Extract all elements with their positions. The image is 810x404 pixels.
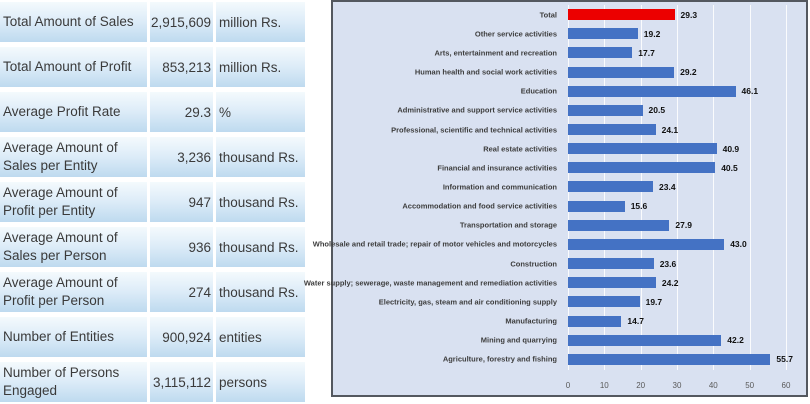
- table-row-value: 3,236: [150, 137, 216, 177]
- table-row-label: Total Amount of Sales: [0, 2, 150, 42]
- chart-category-label: Water supply; sewerage, waste management and remediation activities: [303, 278, 557, 288]
- x-axis: [333, 380, 806, 392]
- chart-bar-zone: [563, 220, 804, 231]
- table-row-unit: thousand Rs.: [219, 149, 299, 165]
- table-row-unit: entities: [219, 329, 262, 345]
- chart-row: [333, 292, 804, 311]
- chart-value-label: 29.3: [680, 9, 698, 20]
- table-row-label: Number of Persons Engaged: [0, 362, 150, 402]
- chart-value-label: 40.9: [722, 143, 740, 154]
- profit-rate-bar-chart: [303, 0, 808, 397]
- table-row-label: Average Amount of Sales per Entity: [0, 137, 150, 177]
- chart-row: [333, 5, 804, 24]
- table-row-label: Average Amount of Profit per Person: [0, 272, 150, 312]
- chart-row: [303, 273, 804, 292]
- chart-category-label: Agriculture, forestry and fishing: [442, 354, 557, 364]
- table-row-label: Average Amount of Sales per Person: [0, 227, 150, 267]
- chart-bar-zone: [563, 47, 804, 58]
- table-row-value: 29.3: [150, 92, 216, 132]
- chart-row: [333, 43, 804, 62]
- table-row-value: 900,924: [150, 317, 216, 357]
- chart-row: [333, 312, 804, 331]
- table-row-label: Average Amount of Profit per Entity: [0, 182, 150, 222]
- table-row-value: 947: [150, 182, 216, 222]
- chart-value-label: 23.4: [659, 181, 676, 192]
- chart-plot-area: [303, 5, 804, 369]
- chart-bar: [568, 143, 717, 154]
- chart-value-label: 55.7: [776, 354, 793, 365]
- chart-bar: [568, 220, 669, 231]
- chart-bar: [568, 354, 770, 365]
- table-row-label: Average Profit Rate: [0, 92, 150, 132]
- chart-category-label: Transportation and storage: [459, 220, 557, 230]
- chart-row: [333, 216, 804, 235]
- chart-row: [312, 235, 804, 254]
- chart-bar-zone: [563, 258, 804, 269]
- x-axis-tick-label: 60: [781, 381, 791, 390]
- chart-category-label: Total: [539, 9, 557, 19]
- chart-row: [333, 24, 804, 43]
- chart-bar-zone: [563, 9, 804, 20]
- chart-bar-zone: [563, 277, 804, 288]
- chart-category-label: Education: [520, 86, 557, 96]
- chart-row: [333, 139, 804, 158]
- table-row: [0, 227, 305, 267]
- chart-value-label: 40.5: [721, 162, 738, 173]
- table-row: [0, 317, 305, 357]
- chart-bar: [568, 124, 656, 135]
- table-row: [0, 362, 305, 402]
- table-row: [0, 182, 305, 222]
- summary-table: [0, 2, 305, 402]
- table-row-value: 936: [150, 227, 216, 267]
- chart-category-label: Mining and quarrying: [480, 335, 557, 345]
- chart-bar: [568, 162, 715, 173]
- chart-bar-zone: [563, 181, 804, 192]
- chart-value-label: 42.2: [727, 335, 744, 346]
- chart-value-label: 23.6: [659, 258, 677, 269]
- x-axis-tick-label: 30: [672, 381, 682, 390]
- table-row: [0, 272, 305, 312]
- table-row-unit: thousand Rs.: [219, 239, 299, 255]
- chart-bar: [568, 296, 640, 307]
- x-axis-tick-label: 0: [565, 381, 571, 390]
- chart-bar: [568, 28, 638, 39]
- chart-row: [333, 197, 804, 216]
- chart-row: [333, 82, 804, 101]
- chart-category-label: Real estate activities: [483, 143, 557, 153]
- chart-value-label: 19.7: [645, 296, 663, 307]
- chart-row: [333, 101, 804, 120]
- x-axis-tick-label: 50: [745, 381, 755, 390]
- chart-bar-zone: [563, 201, 804, 212]
- chart-value-label: 24.1: [661, 124, 679, 135]
- table-row-value: 853,213: [150, 47, 216, 87]
- chart-value-label: 27.9: [675, 220, 692, 231]
- chart-bar: [568, 316, 621, 327]
- chart-value-label: 43.0: [730, 239, 747, 250]
- table-row-unit: thousand Rs.: [219, 194, 299, 210]
- table-row-label: Number of Entities: [0, 317, 150, 357]
- table-row-unit: thousand Rs.: [219, 284, 299, 300]
- chart-bar: [568, 67, 674, 78]
- x-axis-tick-label: 20: [636, 381, 646, 390]
- chart-bar-zone: [563, 354, 804, 365]
- chart-category-label: Financial and insurance activities: [437, 163, 557, 173]
- table-row: [0, 2, 305, 42]
- chart-value-label: 24.2: [661, 277, 679, 288]
- table-row-unit: %: [219, 104, 232, 120]
- chart-bar-zone: [563, 296, 804, 307]
- chart-value-label: 14.7: [627, 316, 644, 327]
- chart-bar: [568, 258, 654, 269]
- table-row: [0, 137, 305, 177]
- table-row-value: 274: [150, 272, 216, 312]
- chart-bar-zone: [563, 239, 804, 250]
- chart-category-label: Manufacturing: [505, 316, 557, 326]
- table-row-unit: million Rs.: [219, 59, 282, 75]
- chart-category-label: Construction: [510, 258, 557, 268]
- chart-category-label: Accommodation and food service activities: [402, 201, 557, 211]
- chart-bar: [568, 47, 632, 58]
- table-row-value: 3,115,112: [150, 362, 216, 402]
- chart-category-label: Professional, scientific and technical activities: [391, 124, 557, 134]
- chart-value-label: 17.7: [638, 47, 655, 58]
- chart-value-label: 46.1: [741, 86, 759, 97]
- table-row-label: Total Amount of Profit: [0, 47, 150, 87]
- chart-category-label: Other service activities: [474, 28, 557, 38]
- chart-category-label: Wholesale and retail trade; repair of motor vehicles and motorcycles: [312, 239, 557, 249]
- chart-category-label: Administrative and support service activities: [397, 105, 557, 115]
- chart-bar-zone: [563, 28, 804, 39]
- table-row-value: 2,915,609: [150, 2, 216, 42]
- chart-bar: [568, 105, 643, 116]
- chart-bar-zone: [563, 316, 804, 327]
- chart-bar-zone: [563, 86, 804, 97]
- chart-bar: [568, 277, 656, 288]
- chart-bar-zone: [563, 162, 804, 173]
- chart-bar-zone: [563, 143, 804, 154]
- chart-row: [333, 331, 804, 350]
- table-row: [0, 92, 305, 132]
- chart-row: [333, 177, 804, 196]
- chart-category-label: Information and communication: [442, 182, 557, 192]
- chart-row: [333, 158, 804, 177]
- table-row-unit: persons: [219, 374, 268, 390]
- chart-value-label: 19.2: [643, 28, 661, 39]
- chart-value-label: 15.6: [630, 201, 648, 212]
- table-row-unit: million Rs.: [219, 14, 282, 30]
- chart-bar: [568, 201, 625, 212]
- chart-category-label: Electricity, gas, steam and air conditioning supply: [378, 297, 557, 307]
- chart-category-label: Human health and social work activities: [414, 67, 557, 77]
- x-axis-tick-label: 10: [599, 381, 609, 390]
- chart-row: [333, 62, 804, 81]
- table-row: [0, 47, 305, 87]
- chart-bar-zone: [563, 105, 804, 116]
- chart-bar-zone: [563, 335, 804, 346]
- chart-bar: [568, 9, 675, 20]
- chart-row: [333, 120, 804, 139]
- chart-bar: [568, 181, 653, 192]
- chart-bar: [568, 239, 724, 250]
- chart-row: [333, 350, 804, 369]
- x-axis-tick-label: 40: [708, 381, 718, 390]
- chart-value-label: 29.2: [680, 67, 697, 78]
- chart-bar-zone: [563, 67, 804, 78]
- chart-bar-zone: [563, 124, 804, 135]
- chart-row: [333, 254, 804, 273]
- chart-value-label: 20.5: [648, 105, 666, 116]
- chart-bar: [568, 86, 736, 97]
- chart-category-label: Arts, entertainment and recreation: [434, 48, 557, 58]
- chart-bar: [568, 335, 721, 346]
